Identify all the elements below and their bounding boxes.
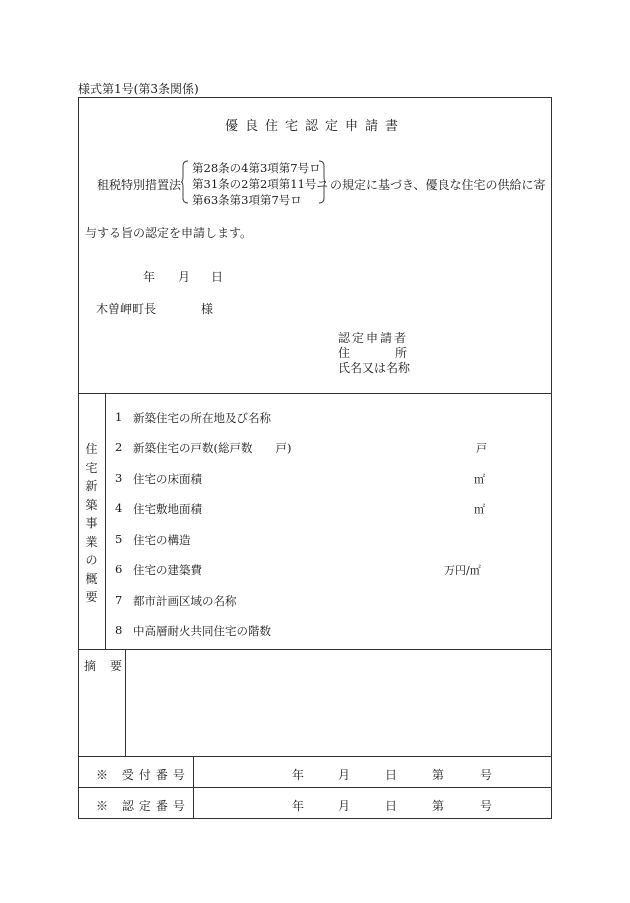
address-label-first: 住: [338, 346, 351, 360]
item-unit: 戸: [476, 442, 487, 455]
side-title-char: 宅: [85, 460, 98, 475]
article-ref: 第63条第3項第7号ロ: [192, 193, 302, 207]
receipt-number-label: ※ 受付番号: [96, 768, 190, 782]
form-title: 優良住宅認定申請書: [224, 119, 405, 134]
side-title-char: 新: [85, 479, 98, 493]
item-label: 住宅敷地面積: [133, 502, 202, 516]
certification-month-label: 月: [338, 799, 351, 813]
body-text-continued: 与する旨の認定を申請します。: [85, 226, 253, 240]
law-name: 租税特別措置法: [97, 178, 182, 192]
project-side-title: [78, 440, 105, 607]
addressee: 木曽岬町長: [96, 302, 157, 316]
item-number: 6: [115, 562, 123, 576]
divider-side-title: [105, 393, 106, 649]
article-ref: 第31条の2第2項第11号ニ: [192, 177, 328, 191]
item-label: 住宅の床面積: [133, 472, 202, 486]
name-label: 氏名又は名称: [338, 361, 411, 375]
honorific: 様: [201, 302, 214, 316]
item-number: 7: [115, 593, 123, 607]
item-label: 住宅の構造: [133, 533, 191, 547]
form-code: 様式第1号(第3条関係): [78, 82, 199, 96]
item-number: 1: [115, 410, 123, 424]
item-unit: 万円/㎡: [444, 564, 481, 577]
receipt-no-suffix: 号: [480, 768, 493, 782]
item-unit: ㎡: [474, 473, 485, 486]
item-number: 8: [115, 623, 123, 637]
divider-registry-label: [193, 756, 194, 819]
item-label: 中高層耐火共同住宅の階数: [133, 624, 271, 638]
applicant-label: 認定申請者: [338, 331, 409, 345]
side-title-char: 事: [85, 516, 98, 530]
divider-registry: [78, 787, 552, 788]
side-title-char: 概: [85, 571, 98, 586]
item-label: 新築住宅の所在地及び名称: [133, 411, 271, 425]
item-unit: ㎡: [474, 503, 485, 516]
receipt-month-label: 月: [338, 768, 351, 782]
side-title-char: の: [85, 553, 98, 567]
item-label: 都市計画区域の名称: [133, 594, 237, 608]
date-month-label: 月: [178, 270, 191, 284]
item-label: 新築住宅の戸数(総戸数 戸): [133, 441, 292, 455]
item-number: 3: [115, 471, 123, 485]
certification-year-label: 年: [292, 799, 305, 813]
certification-no-suffix: 号: [480, 799, 493, 813]
divider-remarks: [78, 756, 552, 757]
divider-project: [78, 649, 552, 650]
body-text: の規定に基づき、優良な住宅の供給に寄: [330, 178, 546, 192]
right-brace-icon: [318, 160, 326, 204]
address-label-second: 所: [395, 346, 408, 360]
item-number: 4: [115, 501, 123, 515]
side-title-char: 築: [85, 497, 98, 512]
receipt-no-prefix: 第: [432, 768, 445, 782]
item-number: 2: [115, 440, 123, 454]
form-frame: [78, 97, 552, 819]
remarks-label: 摘要: [84, 659, 137, 673]
receipt-year-label: 年: [292, 768, 305, 782]
left-brace-icon: [181, 160, 189, 204]
receipt-day-label: 日: [385, 768, 398, 782]
item-number: 5: [115, 532, 123, 546]
side-title-char: 業: [85, 534, 98, 549]
side-title-char: 住: [85, 442, 98, 456]
date-year-label: 年: [143, 270, 156, 284]
certification-day-label: 日: [385, 799, 398, 813]
item-label: 住宅の建築費: [133, 563, 202, 577]
certification-no-prefix: 第: [432, 799, 445, 813]
date-day-label: 日: [211, 270, 224, 284]
side-title-char: 要: [85, 590, 98, 604]
certification-number-label: ※ 認定番号: [96, 799, 190, 813]
article-ref: 第28条の4第3項第7号ロ: [192, 161, 321, 175]
divider-application: [78, 393, 552, 394]
